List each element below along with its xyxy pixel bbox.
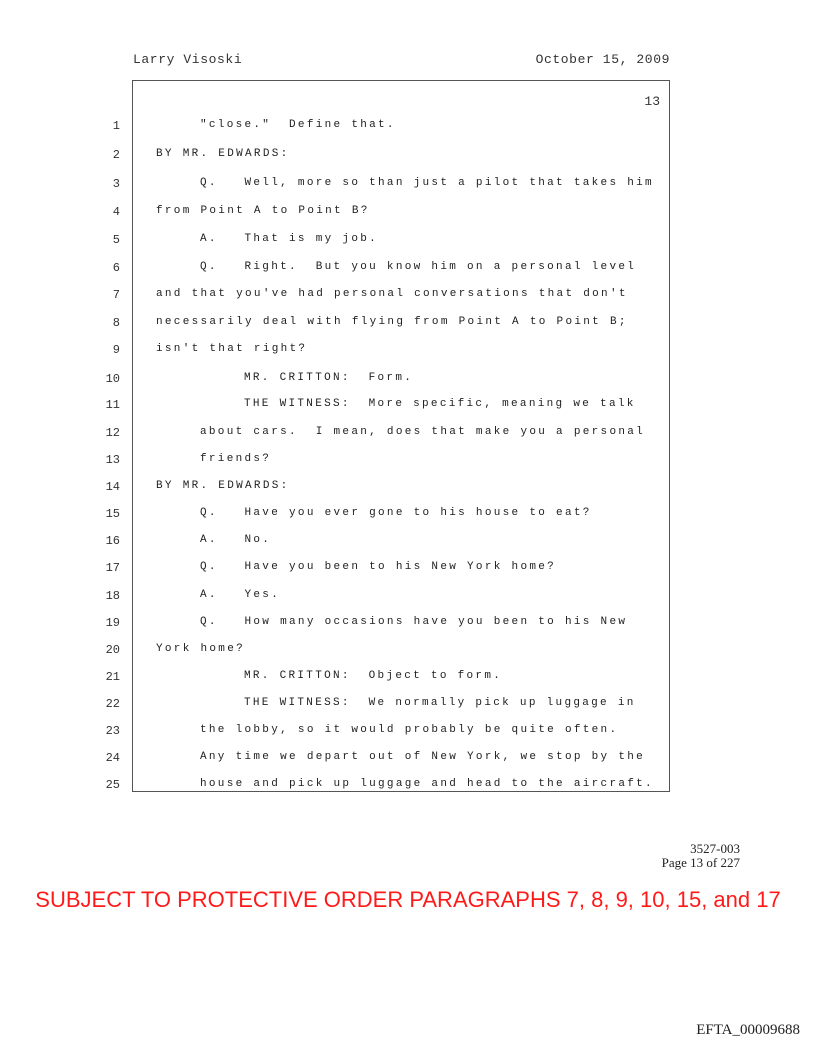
transcript-line: necessarily deal with flying from Point A to Point B;: [156, 316, 628, 328]
line-number: 8: [112, 316, 120, 330]
line-number: 15: [105, 507, 120, 521]
transcript-line: BY MR. EDWARDS:: [156, 480, 290, 492]
line-number: 11: [105, 398, 120, 412]
line-number: 6: [112, 261, 120, 275]
transcript-line: friends?: [200, 453, 272, 465]
transcript-line: MR. CRITTON: Object to form.: [244, 670, 503, 682]
transcript-line: THE WITNESS: More specific, meaning we talk: [244, 398, 636, 410]
line-number: 2: [112, 148, 120, 162]
line-number: 17: [105, 561, 120, 575]
line-number: 20: [105, 643, 120, 657]
line-number: 14: [105, 480, 120, 494]
bates-number: EFTA_00009688: [696, 1022, 800, 1038]
line-number: 16: [105, 534, 120, 548]
transcript-line: Q. Have you been to his New York home?: [200, 561, 557, 573]
transcript-line: the lobby, so it would probably be quite often.: [200, 724, 619, 736]
line-number: 19: [105, 616, 120, 630]
line-number: 22: [105, 697, 120, 711]
transcript-line: A. No.: [200, 534, 272, 546]
transcript-line: A. Yes.: [200, 589, 281, 601]
transcript-line: house and pick up luggage and head to the aircraft.: [200, 778, 654, 790]
line-number: 12: [105, 426, 120, 440]
transcript-line: from Point A to Point B?: [156, 205, 370, 217]
transcript-line: Q. Right. But you know him on a personal level: [200, 261, 637, 273]
transcript-line: and that you've had personal conversations that don't: [156, 288, 628, 300]
line-number: 1: [112, 119, 120, 133]
transcript-line: Q. Well, more so than just a pilot that takes him: [200, 177, 654, 189]
transcript-line: Any time we depart out of New York, we stop by the: [200, 751, 646, 763]
line-number: 18: [105, 589, 120, 603]
transcript-line: "close." Define that.: [200, 119, 396, 131]
line-number: 5: [112, 233, 120, 247]
line-number: 13: [105, 453, 120, 467]
transcript-line: A. That is my job.: [200, 233, 379, 245]
transcript-line: isn't that right?: [156, 343, 308, 355]
transcript-page-number: 13: [644, 94, 660, 109]
transcript-line: Q. How many occasions have you been to his New: [200, 616, 628, 628]
transcript-line: Q. Have you ever gone to his house to eat?: [200, 507, 592, 519]
deponent-name: Larry Visoski: [133, 52, 243, 67]
line-number: 25: [105, 778, 120, 792]
case-code: 3527-003: [690, 841, 740, 856]
deposition-date: October 15, 2009: [535, 52, 670, 67]
line-number: 9: [112, 343, 120, 357]
page-count: Page 13 of 227: [661, 855, 740, 870]
line-number: 23: [105, 724, 120, 738]
transcript-line: York home?: [156, 643, 246, 655]
line-number: 21: [105, 670, 120, 684]
line-number: 4: [112, 205, 120, 219]
protective-order-notice: SUBJECT TO PROTECTIVE ORDER PARAGRAPHS 7, 8, 9, 10, 15, and 17: [35, 887, 781, 912]
line-number: 7: [112, 288, 120, 302]
transcript-line: BY MR. EDWARDS:: [156, 148, 290, 160]
transcript-line: about cars. I mean, does that make you a personal: [200, 426, 646, 438]
line-number: 3: [112, 177, 120, 191]
transcript-line: MR. CRITTON: Form.: [244, 372, 414, 384]
transcript-line: THE WITNESS: We normally pick up luggage in: [244, 697, 636, 709]
line-number: 24: [105, 751, 120, 765]
line-number: 10: [105, 372, 120, 386]
